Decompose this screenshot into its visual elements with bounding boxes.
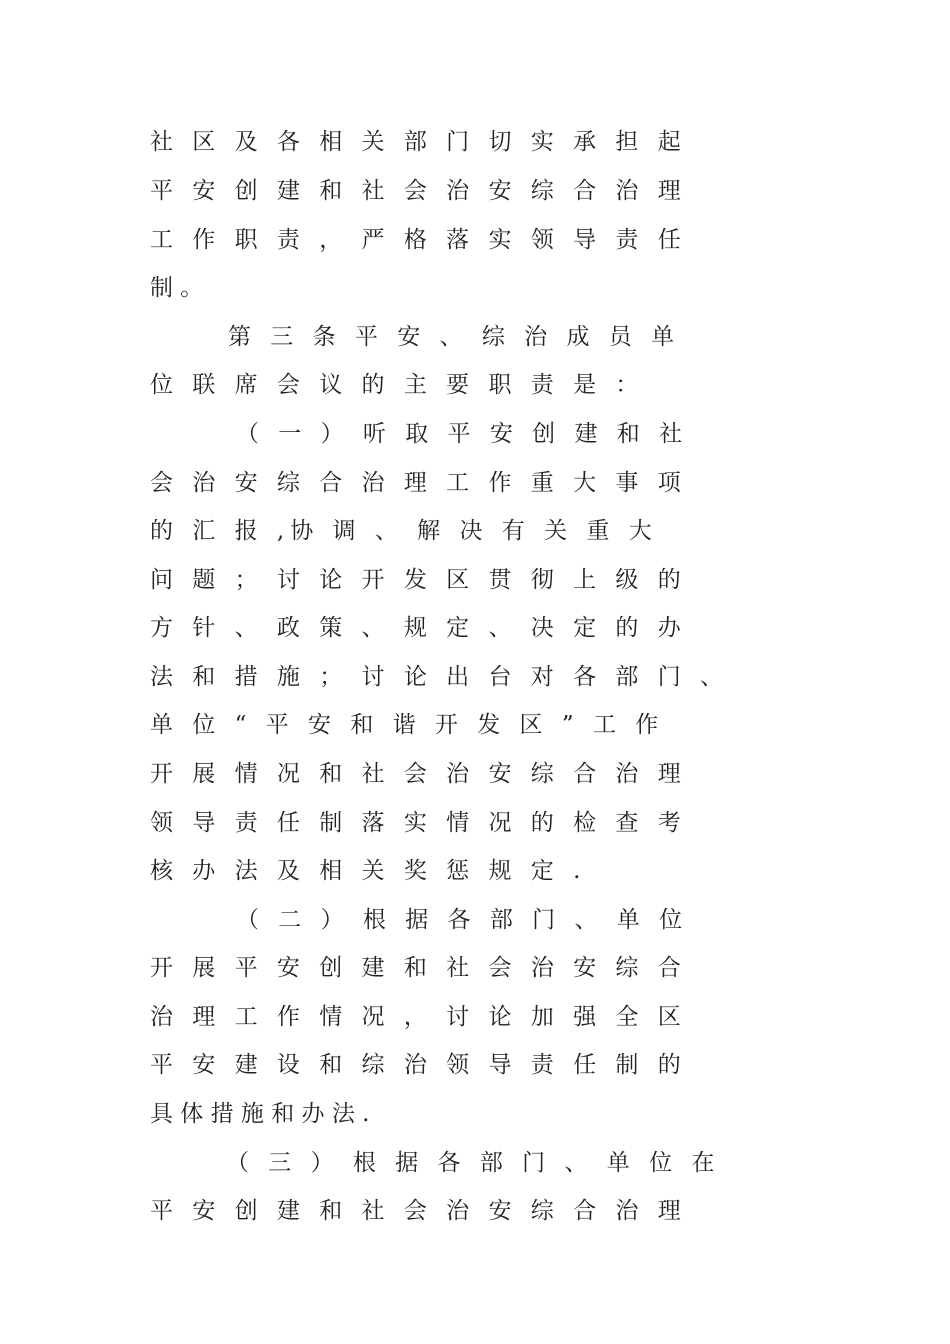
text-line: 平 安 创 建 和 社 会 治 安 综 合 治 理 (150, 178, 687, 204)
text-line: 开 展 情 况 和 社 会 治 安 综 合 治 理 (150, 761, 687, 787)
text-line: 法 和 措 施 ； 讨 论 出 台 对 各 部 门 、 (150, 664, 730, 690)
text-line: 开 展 平 安 创 建 和 社 会 治 安 综 合 (150, 955, 687, 981)
text-line: 位 联 席 会 议 的 主 要 职 责 是 ： (150, 372, 645, 398)
text-line: 治 理 工 作 情 况 ， 讨 论 加 强 全 区 (150, 1004, 687, 1030)
text-line: 领 导 责 任 制 落 实 情 况 的 检 查 考 (150, 810, 687, 836)
text-line: 核 办 法 及 相 关 奖 惩 规 定 . (150, 858, 587, 884)
clause-heading: （ 一 ） 听 取 平 安 创 建 和 社 (236, 421, 689, 447)
text-line: 工 作 职 责 ， 严 格 落 实 领 导 责 任 (150, 227, 687, 253)
article-heading: 第 三 条 平 安 、 综 治 成 员 单 (228, 324, 681, 350)
clause-heading: （ 三 ） 根 据 各 部 门 、 单 位 在 (226, 1150, 721, 1176)
text-line: 的 汇 报 ,协 调 、 解 决 有 关 重 大 (150, 518, 658, 544)
text-line: 单 位 “ 平 安 和 谐 开 发 区 ” 工 作 (150, 712, 665, 738)
text-line: 问 题 ； 讨 论 开 发 区 贯 彻 上 级 的 (150, 567, 687, 593)
text-line: 平 安 建 设 和 综 治 领 导 责 任 制 的 (150, 1052, 687, 1078)
text-line: 会 治 安 综 合 治 理 工 作 重 大 事 项 (150, 470, 687, 496)
text-line: 制 。 (150, 275, 204, 301)
text-line: 平 安 创 建 和 社 会 治 安 综 合 治 理 (150, 1198, 687, 1224)
text-line: 具 体 措 施 和 办 法 . (150, 1101, 370, 1127)
text-line: 方 针 、 政 策 、 规 定 、 决 定 的 办 (150, 615, 687, 641)
clause-heading: （ 二 ） 根 据 各 部 门 、 单 位 (236, 907, 689, 933)
text-line: 社 区 及 各 相 关 部 门 切 实 承 担 起 (150, 129, 687, 155)
